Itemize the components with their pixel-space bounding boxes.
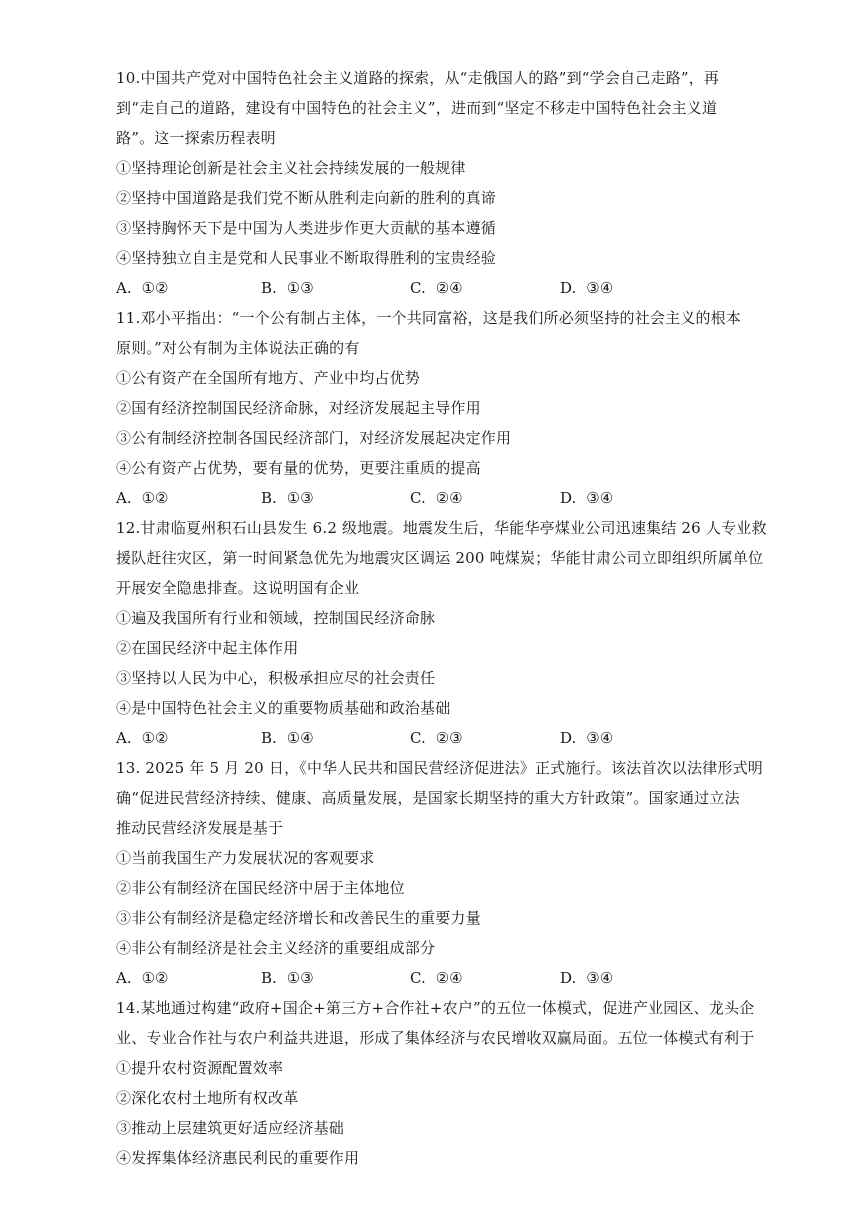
option-d[interactable]: D. ③④	[560, 489, 614, 507]
option-b[interactable]: B. ①③	[261, 969, 314, 987]
question-14	[116, 993, 764, 1173]
statement-1: ①公有资产在全国所有地方、产业中均占优势	[116, 369, 421, 387]
option-c[interactable]: C. ②④	[410, 489, 463, 507]
exam-page	[116, 63, 767, 1173]
statement-2: ②国有经济控制国民经济命脉，对经济发展起主导作用	[116, 399, 481, 417]
question-13	[116, 753, 764, 993]
option-b[interactable]: B. ①③	[261, 489, 314, 507]
statement-4: ④公有资产占优势，要有量的优势，更要注重质的提高	[116, 459, 481, 477]
statement-3: ③推动上层建筑更好适应经济基础	[116, 1119, 345, 1137]
statement-4: ④非公有制经济是社会主义经济的重要组成部分	[116, 939, 436, 957]
question-12	[116, 513, 767, 753]
statement-4: ④坚持独立自主是党和人民事业不断取得胜利的宝贵经验	[116, 249, 497, 267]
question-stem-line: 路”。这一探索历程表明	[116, 129, 276, 147]
option-b[interactable]: B. ①④	[261, 729, 314, 747]
question-stem-line: 10.中国共产党对中国特色社会主义道路的探索，从“走俄国人的路”到“学会自己走路”，再	[116, 69, 720, 87]
answer-options	[116, 963, 764, 993]
statement-3: ③坚持以人民为中心，积极承担应尽的社会责任	[116, 669, 436, 687]
option-c[interactable]: C. ②③	[410, 729, 463, 747]
option-a[interactable]: A. ①②	[116, 969, 169, 987]
statement-1: ①遍及我国所有行业和领域，控制国民经济命脉	[116, 609, 436, 627]
option-a[interactable]: A. ①②	[116, 279, 169, 297]
question-stem-line: 确“促进民营经济持续、健康、高质量发展，是国家长期坚持的重大方针政策”。国家通过立法	[116, 789, 740, 807]
question-stem-line: 业、专业合作社与农户利益共进退，形成了集体经济与农民增收双赢局面。五位一体模式有利于	[116, 1029, 755, 1047]
statement-3: ③坚持胸怀天下是中国为人类进步作更大贡献的基本遵循	[116, 219, 497, 237]
statement-1: ①提升农村资源配置效率	[116, 1059, 284, 1077]
question-stem-line: 援队赶往灾区，第一时间紧急优先为地震灾区调运 200 吨煤炭；华能甘肃公司立即组织所属单位	[116, 549, 764, 567]
option-a[interactable]: A. ①②	[116, 729, 169, 747]
statement-1: ①当前我国生产力发展状况的客观要求	[116, 849, 375, 867]
question-stem-line: 11.邓小平指出：“一个公有制占主体，一个共同富裕，这是我们所必须坚持的社会主义的根本	[116, 309, 742, 327]
answer-options	[116, 723, 764, 753]
question-stem-line: 推动民营经济发展是基于	[116, 819, 284, 837]
option-d[interactable]: D. ③④	[560, 969, 614, 987]
question-stem-line: 13. 2025 年 5 月 20 日，《中华人民共和国民营经济促进法》正式施行。该法首次以法律形式明	[116, 759, 763, 777]
question-stem-line: 14.某地通过构建“政府+国企+第三方+合作社+农户”的五位一体模式，促进产业园区、龙头企	[116, 999, 755, 1017]
answer-options	[116, 273, 764, 303]
option-d[interactable]: D. ③④	[560, 729, 614, 747]
statement-2: ②坚持中国道路是我们党不断从胜利走向新的胜利的真谛	[116, 189, 497, 207]
statement-3: ③非公有制经济是稳定经济增长和改善民生的重要力量	[116, 909, 481, 927]
option-c[interactable]: C. ②④	[410, 279, 463, 297]
question-11	[116, 303, 764, 513]
question-10	[116, 63, 764, 303]
statement-4: ④发挥集体经济惠民利民的重要作用	[116, 1149, 360, 1167]
question-stem-line: 原则。”对公有制为主体说法正确的有	[116, 339, 360, 357]
question-stem-line: 开展安全隐患排查。这说明国有企业	[116, 579, 360, 597]
question-stem-line: 12.甘肃临夏州积石山县发生 6.2 级地震。地震发生后，华能华亭煤业公司迅速集结 26 人专业救	[116, 519, 767, 537]
answer-options	[116, 483, 764, 513]
statement-2: ②深化农村土地所有权改革	[116, 1089, 299, 1107]
option-b[interactable]: B. ①③	[261, 279, 314, 297]
statement-3: ③公有制经济控制各国民经济部门，对经济发展起决定作用	[116, 429, 512, 447]
option-c[interactable]: C. ②④	[410, 969, 463, 987]
option-d[interactable]: D. ③④	[560, 279, 614, 297]
statement-4: ④是中国特色社会主义的重要物质基础和政治基础	[116, 699, 451, 717]
statement-1: ①坚持理论创新是社会主义社会持续发展的一般规律	[116, 159, 466, 177]
option-a[interactable]: A. ①②	[116, 489, 169, 507]
question-stem-line: 到“走自己的道路，建设有中国特色的社会主义”，进而到“坚定不移走中国特色社会主义道	[116, 99, 718, 117]
statement-2: ②非公有制经济在国民经济中居于主体地位	[116, 879, 405, 897]
statement-2: ②在国民经济中起主体作用	[116, 639, 299, 657]
